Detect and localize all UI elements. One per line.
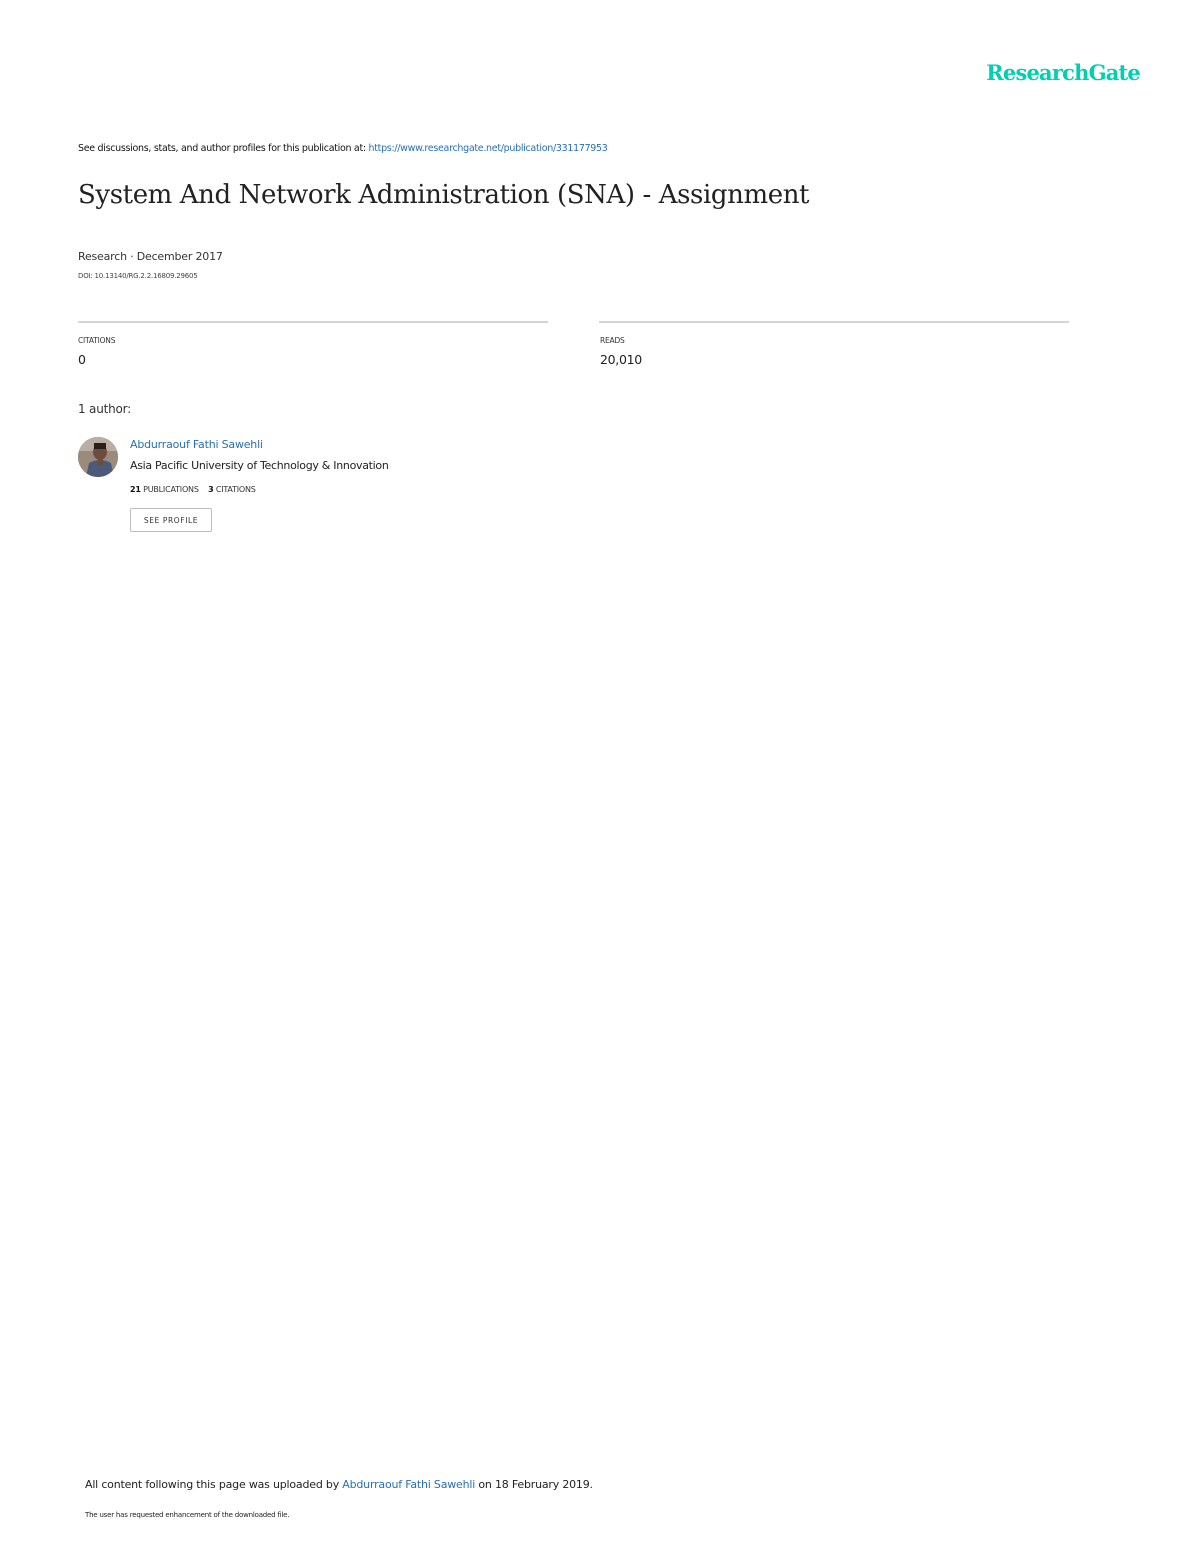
reads-value: 20,010 [600, 352, 642, 367]
author-publications-count: 21 [130, 485, 141, 494]
author-citations-label: CITATIONS [215, 485, 256, 494]
enhancement-note: The user has requested enhancement of the downloaded file. [85, 1511, 290, 1519]
reads-divider [599, 321, 1069, 323]
avatar-photo-icon [78, 437, 118, 477]
upload-prefix: All content following this page was uploaded by [85, 1478, 343, 1491]
see-profile-button[interactable]: SEE PROFILE [130, 508, 212, 532]
upload-suffix: on 18 February 2019. [475, 1478, 593, 1491]
uploader-link[interactable]: Abdurraouf Fathi Sawehli [342, 1478, 476, 1491]
citations-label: CITATIONS [78, 336, 116, 345]
discussion-line [78, 143, 608, 154]
discussion-prefix: See discussions, stats, and author profiles for this publication at: [78, 143, 369, 154]
author-stats [130, 485, 256, 494]
publication-doi: DOI: 10.13140/RG.2.2.16809.29605 [78, 272, 198, 280]
publication-title: System And Network Administration (SNA) - Assignment [78, 180, 810, 210]
author-count: 1 author: [78, 402, 132, 416]
upload-note [85, 1478, 593, 1491]
citations-value: 0 [78, 352, 86, 367]
author-publications-label: PUBLICATIONS [143, 485, 199, 494]
author-citations-count: 3 [208, 485, 214, 494]
researchgate-logo[interactable]: ResearchGate [986, 60, 1140, 85]
publication-url-link[interactable]: https://www.researchgate.net/publication/331177953 [368, 143, 608, 154]
citations-divider [78, 321, 548, 323]
author-name-link[interactable]: Abdurraouf Fathi Sawehli [130, 438, 263, 451]
author-avatar[interactable] [78, 437, 118, 477]
publication-type-date: Research · December 2017 [78, 250, 223, 263]
author-affiliation: Asia Pacific University of Technology & Innovation [130, 459, 389, 472]
reads-label: READS [600, 336, 625, 345]
